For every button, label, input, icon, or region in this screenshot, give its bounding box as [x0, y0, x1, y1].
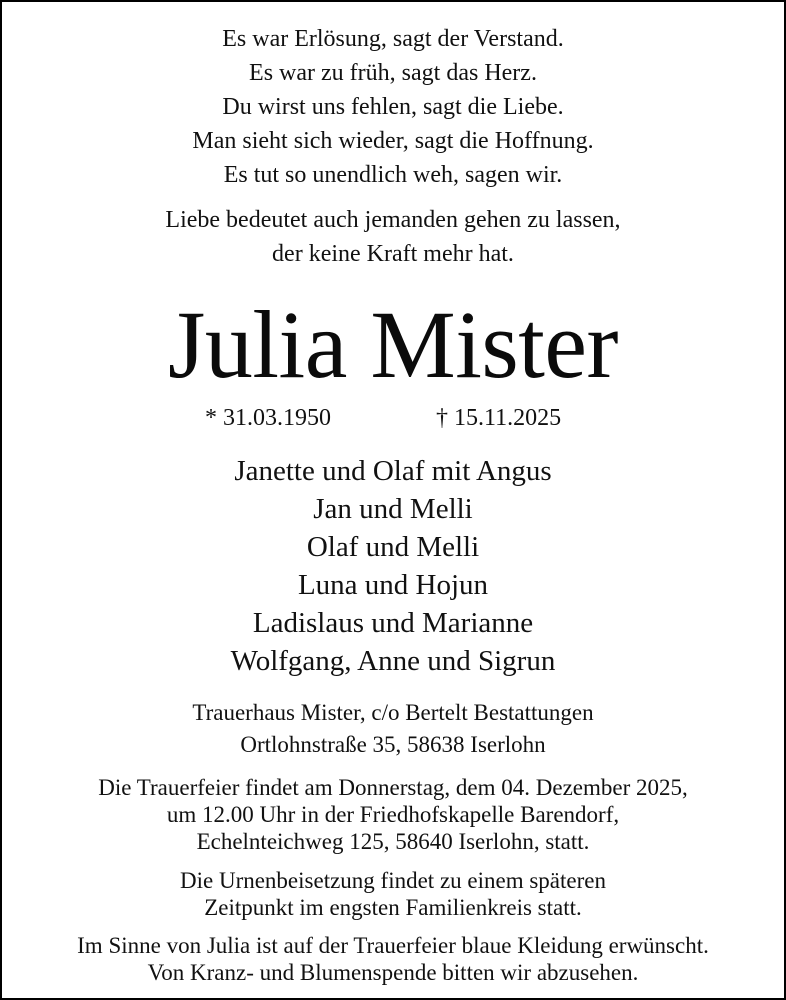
- funeral-line: Echelnteichweg 125, 58640 Iserlohn, statt.: [196, 829, 590, 854]
- funeral-line: Die Trauerfeier findet am Donnerstag, dem 04. Dezember 2025,: [98, 775, 688, 800]
- quote: [0, 203, 786, 271]
- mourner-entry: Wolfgang, Anne und Sigrun: [230, 645, 556, 677]
- poem: [0, 22, 786, 192]
- birth-date: * 31.03.1950: [205, 405, 331, 431]
- urn-burial-notice: [0, 867, 786, 921]
- wish-line: Im Sinne von Julia ist auf der Trauerfeier blaue Kleidung erwünscht.: [77, 933, 709, 958]
- mourner-entry: Olaf und Melli: [306, 531, 480, 563]
- mourner-entry: Luna und Hojun: [297, 569, 489, 601]
- address-line: Trauerhaus Mister, c/o Bertelt Bestattungen: [192, 700, 594, 725]
- funeral-line: um 12.00 Uhr in der Friedhofskapelle Barendorf,: [166, 802, 620, 827]
- poem-line: Es war zu früh, sagt das Herz.: [249, 60, 537, 86]
- wish-line: Von Kranz- und Blumenspende bitten wir abzusehen.: [147, 960, 639, 985]
- poem-line: Du wirst uns fehlen, sagt die Liebe.: [222, 94, 564, 120]
- urn-line: Die Urnenbeisetzung findet zu einem späteren: [180, 868, 606, 893]
- urn-line: Zeitpunkt im engsten Familienkreis statt.: [204, 895, 582, 920]
- quote-line: Liebe bedeutet auch jemanden gehen zu lassen,: [165, 207, 621, 233]
- mourner-entry: Jan und Melli: [313, 493, 473, 525]
- address-line: Ortlohnstraße 35, 58638 Iserlohn: [240, 732, 546, 757]
- mourner-entry: Ladislaus und Marianne: [252, 607, 534, 639]
- poem-line: Es war Erlösung, sagt der Verstand.: [222, 26, 564, 52]
- poem-line: Man sieht sich wieder, sagt die Hoffnung.: [192, 128, 594, 154]
- wishes-notice: [0, 932, 786, 986]
- deceased-name: Julia Mister: [168, 291, 618, 398]
- mourners-list: [0, 452, 786, 680]
- life-dates: [0, 401, 786, 435]
- death-date: † 15.11.2025: [436, 405, 562, 431]
- mourner-entry: Janette und Olaf mit Angus: [234, 455, 552, 487]
- funeral-notice: [0, 774, 786, 855]
- poem-line: Es tut so unendlich weh, sagen wir.: [223, 162, 563, 188]
- mourning-address: [0, 697, 786, 761]
- quote-line: der keine Kraft mehr hat.: [272, 241, 514, 267]
